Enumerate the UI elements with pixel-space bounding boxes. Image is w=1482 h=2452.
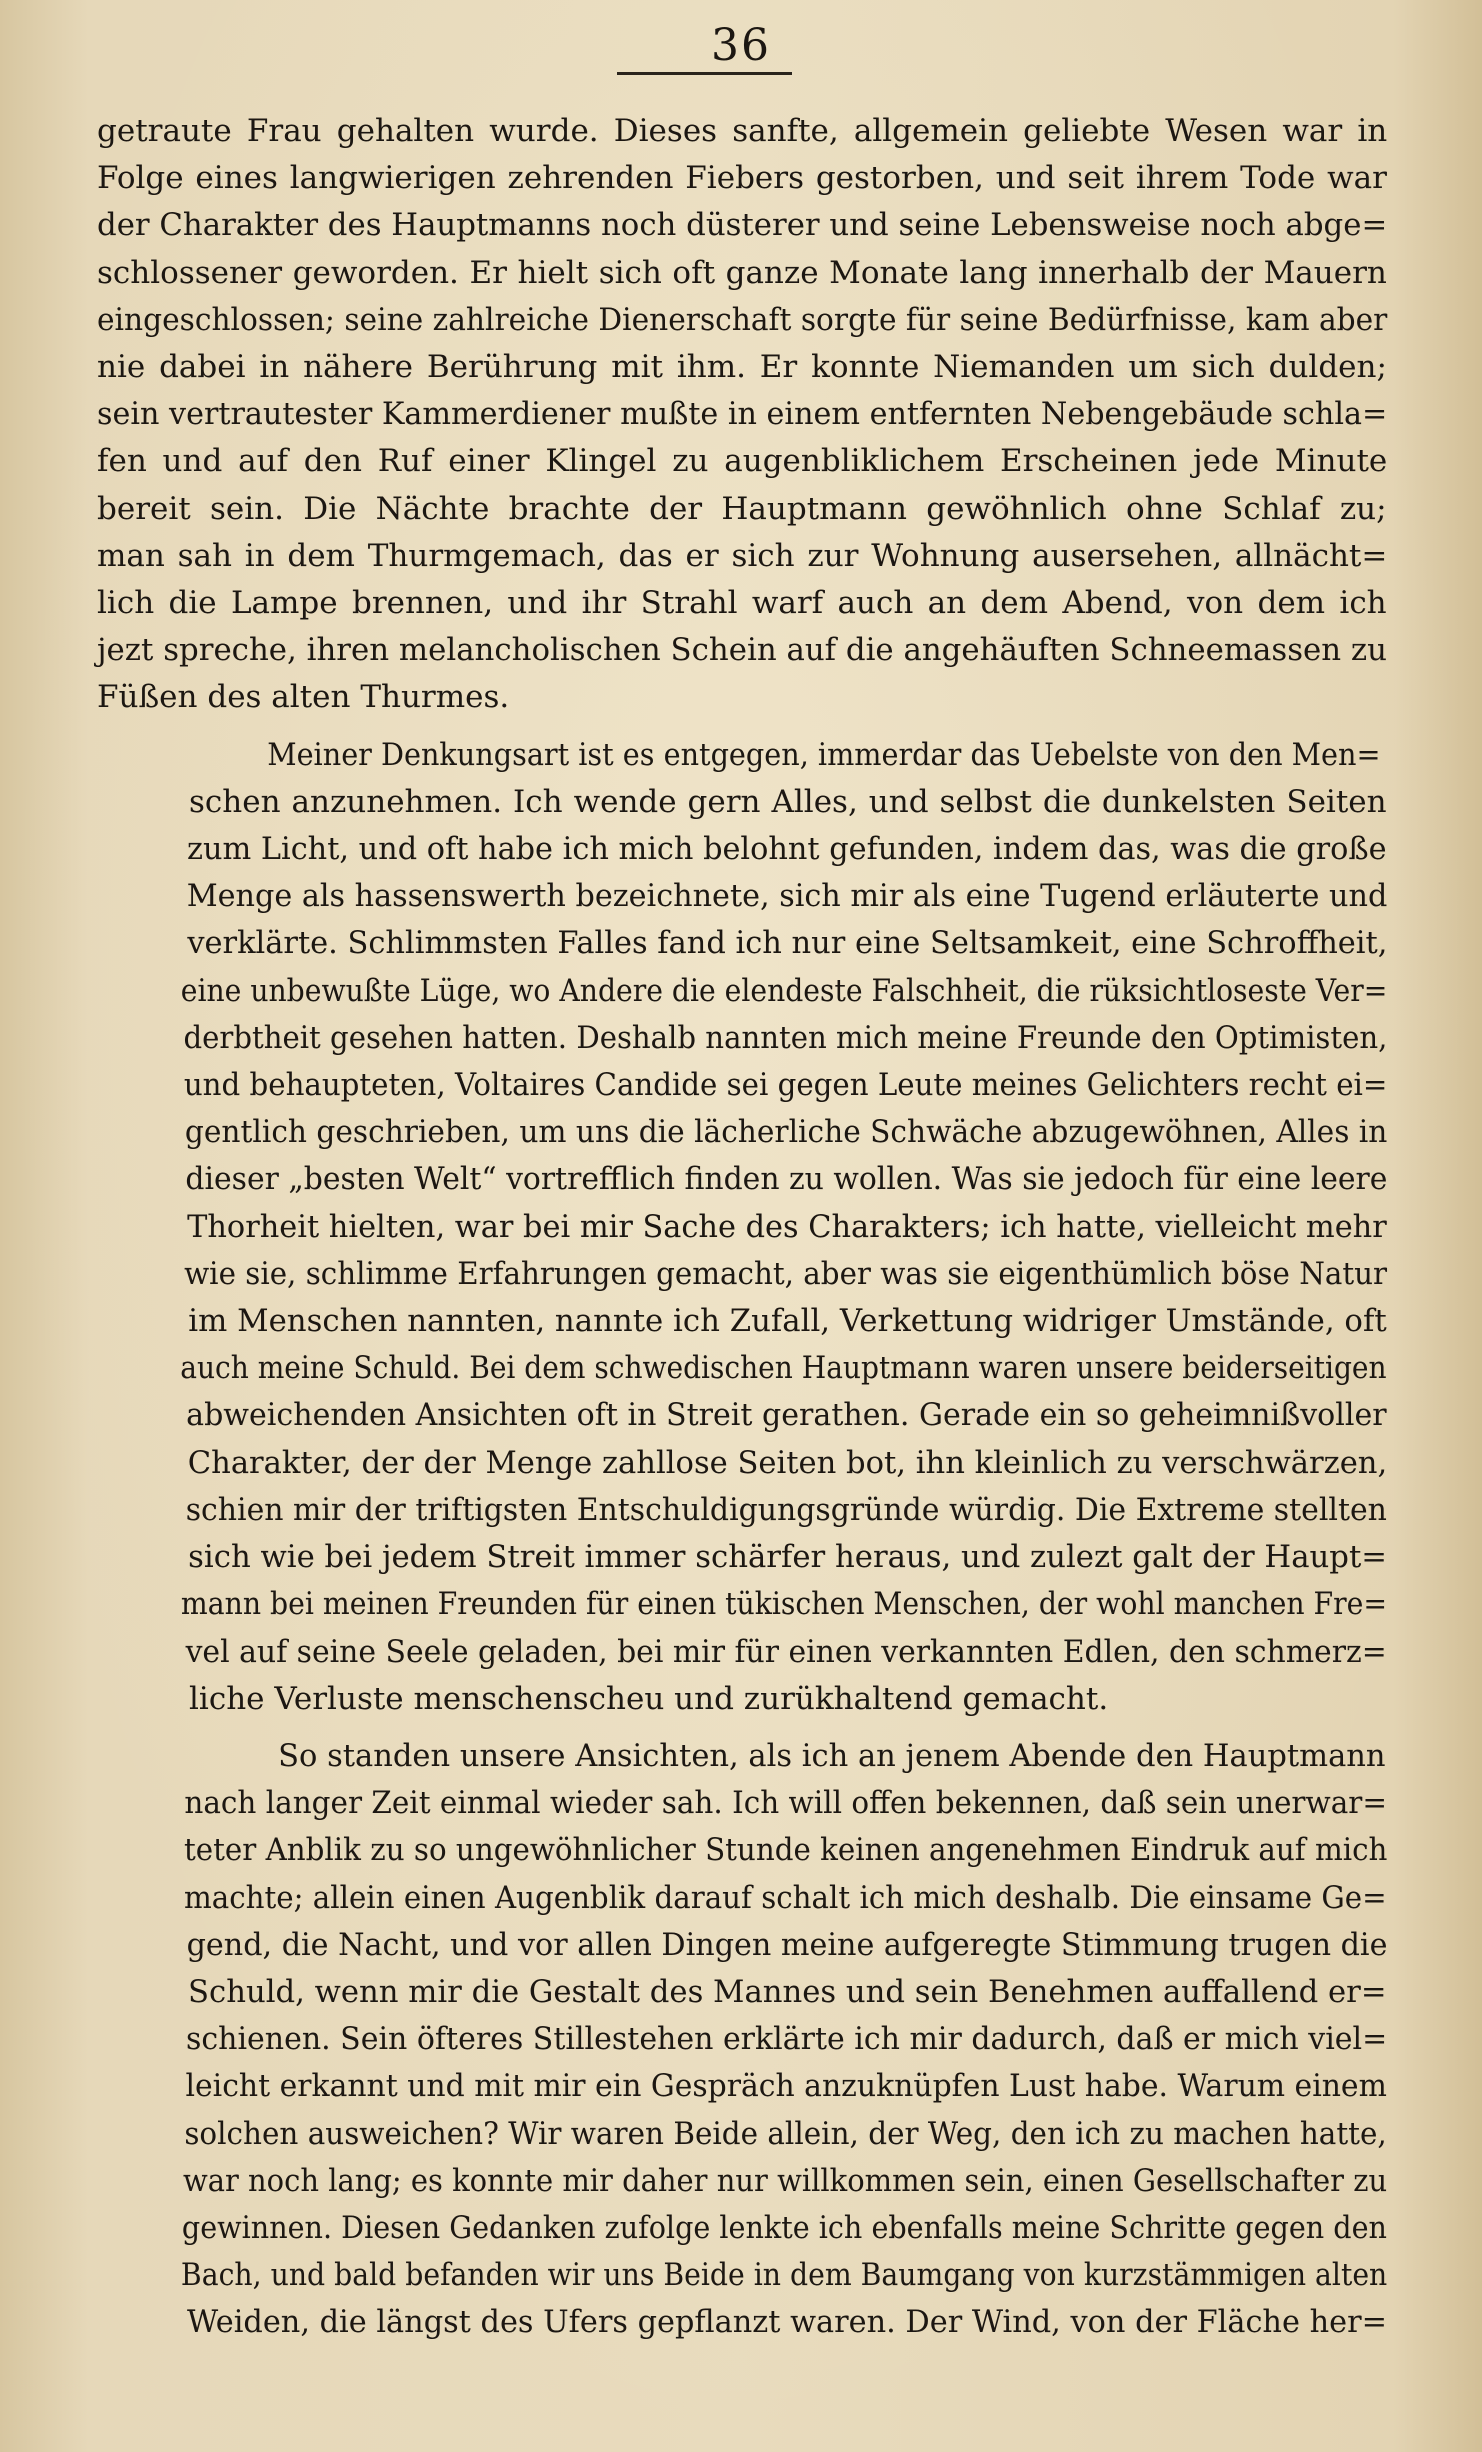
paragraph [97, 732, 1387, 1723]
text-line: wie sie, schlimme Erfahrungen gemacht, aber was sie eigenthümlich böse Natur [184, 1255, 1388, 1292]
text-line: So standen unsere Ansichten, als ich an jenem Abende den Hauptmann [278, 1737, 1386, 1774]
text-line: Schuld, wenn mir die Gestalt des Mannes und sein Benehmen auffallend er= [188, 1973, 1387, 2010]
text-line: gend, die Nacht, und vor allen Dingen meine aufgeregte Stimmung trugen die [186, 1926, 1388, 1963]
text-line: schien mir der triftigsten Entschuldigungsgründe würdig. Die Extreme stellten [185, 1491, 1387, 1528]
text-line: liche Verluste menschenscheu und zurükhaltend gemacht. [189, 1680, 1109, 1717]
text-line: getraute Frau gehalten wurde. Dieses sanfte, allgemein geliebte Wesen war in [97, 113, 1388, 149]
text-line: man sah in dem Thurmgemach, das er sich zur Wohnung ausersehen, allnächt= [97, 537, 1388, 574]
text-line: mann bei meinen Freunden für einen tükischen Menschen, der wohl manchen Fre= [180, 1586, 1388, 1623]
text-line: machte; allein einen Augenblik darauf schalt ich mich deshalb. Die einsame Ge= [183, 1879, 1387, 1916]
text-line: schen anzunehmen. Ich wende gern Alles, und selbst die dunkelsten Seiten [189, 783, 1387, 820]
text-line: bereit sein. Die Nächte brachte der Hauptmann gewöhnlich ohne Schlaf zu; [97, 490, 1387, 527]
text-line: schlossener geworden. Er hielt sich oft ganze Monate lang innerhalb der Mauern [97, 254, 1387, 291]
text-line: vel auf seine Seele geladen, bei mir für einen verkannten Edlen, den schmerz= [185, 1633, 1387, 1670]
text-line: teter Anblik zu so ungewöhnlicher Stunde keinen angenehmen Eindruk auf mich [184, 1832, 1388, 1869]
body-text [97, 108, 1387, 2347]
text-line: verklärte. Schlimmsten Falles fand ich nur eine Seltsamkeit, eine Schroffheit, [187, 925, 1388, 962]
text-line: und behaupteten, Voltaires Candide sei gegen Leute meines Gelichters recht ei= [183, 1067, 1388, 1104]
text-line: Meiner Denkungsart ist es entgegen, immerdar das Uebelste von den Men= [267, 736, 1381, 773]
header-rule [617, 72, 792, 75]
text-line: solchen ausweichen? Wir waren Beide allein, der Weg, den ich zu machen hatte, [184, 2115, 1387, 2152]
text-line: fen und auf den Ruf einer Klingel zu augenbliklichem Erscheinen jede Minute [97, 443, 1388, 480]
text-line: gentlich geschrieben, um uns die lächerliche Schwäche abzugewöhnen, Alles in [184, 1114, 1388, 1151]
text-line: abweichenden Ansichten oft in Streit gerathen. Gerade ein so geheimnißvoller [186, 1397, 1387, 1434]
text-line: war noch lang; es konnte mir daher nur willkommen sein, einen Gesellschafter zu [182, 2162, 1388, 2199]
text-line: der Charakter des Hauptmanns noch düsterer und seine Lebensweise noch abge= [97, 207, 1388, 244]
text-line: gewinnen. Diesen Gedanken zufolge lenkte ich ebenfalls meine Schritte gegen den [181, 2209, 1387, 2246]
text-line: sich wie bei jedem Streit immer schärfer heraus, und zulezt galt der Haupt= [188, 1539, 1388, 1576]
text-line: Weiden, die längst des Ufers gepflanzt waren. Der Wind, von der Fläche her= [187, 2304, 1387, 2341]
text-line: derbtheit gesehen hatten. Deshalb nannten mich meine Freunde den Optimisten, [183, 1019, 1388, 1056]
text-line: nie dabei in nähere Berührung mit ihm. Er konnte Niemanden um sich dulden; [97, 349, 1387, 386]
text-line: Menge als hassenswerth bezeichnete, sich mir als eine Tugend erläuterte und [186, 878, 1388, 915]
text-line: Charakter, der der Menge zahllose Seiten bot, ihn kleinlich zu verschwärzen, [187, 1444, 1388, 1481]
text-line: nach langer Zeit einmal wieder sah. Ich will offen bekennen, daß sein unerwar= [184, 1785, 1388, 1822]
paragraph [97, 1733, 1387, 2347]
text-line: sein vertrautester Kammerdiener mußte in einem entfernten Nebengebäude schla= [97, 396, 1388, 433]
text-line: eingeschlossen; seine zahlreiche Dienerschaft sorgte für seine Bedürfnisse, kam aber [97, 301, 1388, 338]
text-line: leicht erkannt und mit mir ein Gespräch anzuknüpfen Lust habe. Warum einem [185, 2068, 1387, 2105]
text-line: Folge eines langwierigen zehrenden Fiebers gestorben, und seit ihrem Tode war [97, 160, 1387, 197]
text-line: im Menschen nannten, nannte ich Zufall, Verkettung widriger Umstände, oft [188, 1303, 1387, 1340]
text-line: Füßen des alten Thurmes. [97, 679, 510, 716]
text-line: auch meine Schuld. Bei dem schwedischen Hauptmann waren unsere beiderseitigen [180, 1350, 1387, 1387]
text-line: Bach, und bald befanden wir uns Beide in dem Baumgang von kurzstämmigen alten [180, 2257, 1388, 2294]
page-number: 36 [711, 20, 771, 71]
paragraph [97, 108, 1387, 722]
text-line: dieser „besten Welt“ vortrefflich finden zu wollen. Was sie jedoch für eine leere [185, 1161, 1388, 1198]
text-line: zum Licht, und oft habe ich mich belohnt gefunden, indem das, was die große [186, 831, 1387, 868]
text-line: jezt spreche, ihren melancholischen Schein auf die angehäuften Schneemassen zu [97, 632, 1387, 669]
text-line: lich die Lampe brennen, und ihr Strahl warf auch an dem Abend, von dem ich [97, 585, 1387, 622]
text-line: schienen. Sein öfteres Stillestehen erklärte ich mir dadurch, daß er mich viel= [185, 2021, 1388, 2058]
text-line: Thorheit hielten, war bei mir Sache des Charakters; ich hatte, vielleicht mehr [187, 1208, 1387, 1245]
text-line: eine unbewußte Lüge, wo Andere die elendeste Falschheit, die rüksichtloseste Ver= [180, 972, 1388, 1009]
